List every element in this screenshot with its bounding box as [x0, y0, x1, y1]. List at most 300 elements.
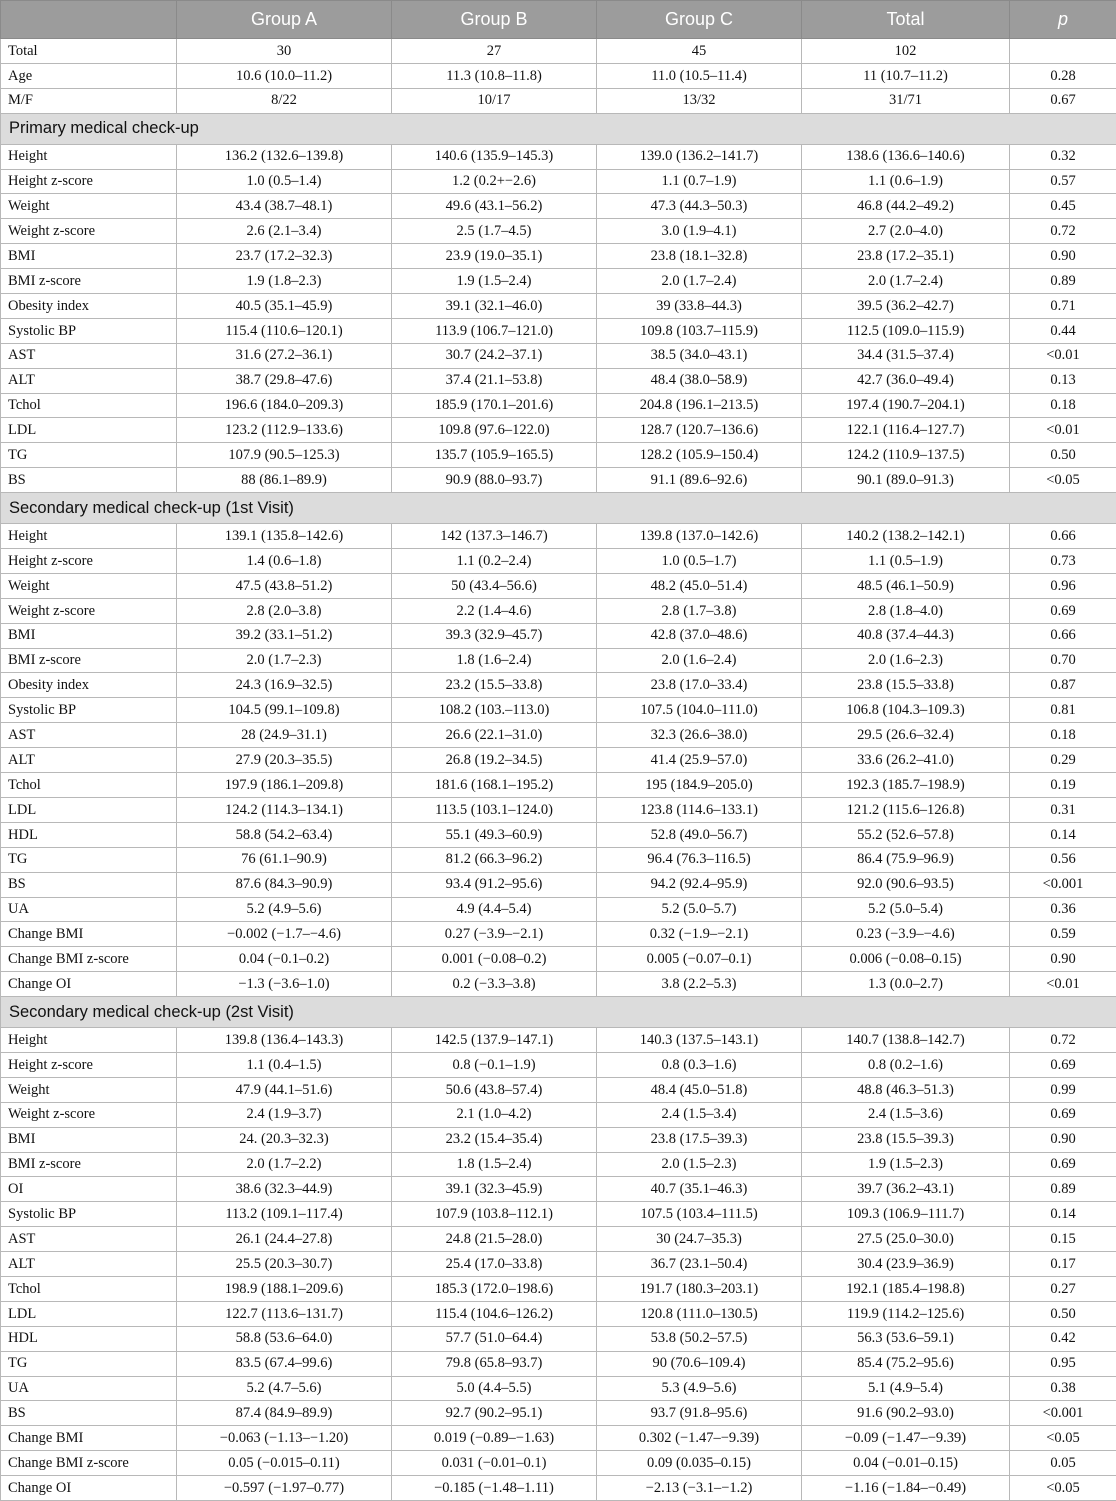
- row-label: Weight z-score: [1, 598, 177, 623]
- p-value: 0.05: [1010, 1451, 1116, 1476]
- total-value: 34.4 (31.5–37.4): [802, 343, 1010, 368]
- group-b-value: 23.9 (19.0–35.1): [392, 244, 597, 269]
- table-row: [1, 1426, 1116, 1451]
- group-c-value: 195 (184.9–205.0): [597, 773, 802, 798]
- header-total: Total: [802, 1, 1010, 39]
- row-label: HDL: [1, 1326, 177, 1351]
- total-value: 40.8 (37.4–44.3): [802, 623, 1010, 648]
- table-row: [1, 368, 1116, 393]
- table-row: [1, 144, 1116, 169]
- group-a-value: 87.4 (84.9–89.9): [177, 1401, 392, 1426]
- row-label: Height: [1, 524, 177, 549]
- group-b-value: 93.4 (91.2–95.6): [392, 872, 597, 897]
- group-b-value: 135.7 (105.9–165.5): [392, 443, 597, 468]
- row-label: BMI z-score: [1, 648, 177, 673]
- group-c-value: 2.8 (1.7–3.8): [597, 598, 802, 623]
- row-label: UA: [1, 897, 177, 922]
- group-c-value: 30 (24.7–35.3): [597, 1227, 802, 1252]
- p-value: 0.38: [1010, 1376, 1116, 1401]
- row-label: Tchol: [1, 393, 177, 418]
- total-value: 119.9 (114.2–125.6): [802, 1301, 1010, 1326]
- group-c-value: 41.4 (25.9–57.0): [597, 748, 802, 773]
- group-a-value: 139.1 (135.8–142.6): [177, 524, 392, 549]
- group-c-value: 36.7 (23.1–50.4): [597, 1252, 802, 1277]
- group-a-value: −1.3 (−3.6–1.0): [177, 972, 392, 997]
- group-c-value: 93.7 (91.8–95.6): [597, 1401, 802, 1426]
- total-value: 91.6 (90.2–93.0): [802, 1401, 1010, 1426]
- p-value: 0.15: [1010, 1227, 1116, 1252]
- group-b-value: 26.8 (19.2–34.5): [392, 748, 597, 773]
- table-row: [1, 723, 1116, 748]
- group-b-value: 115.4 (104.6–126.2): [392, 1301, 597, 1326]
- group-b-value: 0.8 (−0.1–1.9): [392, 1052, 597, 1077]
- row-label: TG: [1, 847, 177, 872]
- group-c-value: 47.3 (44.3–50.3): [597, 194, 802, 219]
- row-label: BS: [1, 468, 177, 493]
- group-b-value: 23.2 (15.4–35.4): [392, 1127, 597, 1152]
- group-a-value: 139.8 (136.4–143.3): [177, 1028, 392, 1053]
- p-value: 0.17: [1010, 1252, 1116, 1277]
- row-label: Change BMI: [1, 1426, 177, 1451]
- group-c-value: 128.2 (105.9–150.4): [597, 443, 802, 468]
- group-a-value: 2.6 (2.1–3.4): [177, 219, 392, 244]
- p-value: 0.72: [1010, 219, 1116, 244]
- total-value: 0.23 (−3.9–−4.6): [802, 922, 1010, 947]
- table-row: [1, 524, 1116, 549]
- row-label: ALT: [1, 1252, 177, 1277]
- p-value: 0.13: [1010, 368, 1116, 393]
- group-a-value: 122.7 (113.6–131.7): [177, 1301, 392, 1326]
- table-row: [1, 1127, 1116, 1152]
- total-value: −1.16 (−1.84–−0.49): [802, 1476, 1010, 1501]
- row-label: TG: [1, 1351, 177, 1376]
- table-row: [1, 343, 1116, 368]
- group-a-value: 198.9 (188.1–209.6): [177, 1276, 392, 1301]
- group-b-value: 142 (137.3–146.7): [392, 524, 597, 549]
- group-b-value: 50.6 (43.8–57.4): [392, 1077, 597, 1102]
- p-value: 0.69: [1010, 1052, 1116, 1077]
- group-a-value: 38.6 (32.3–44.9): [177, 1177, 392, 1202]
- group-a-value: 87.6 (84.3–90.9): [177, 872, 392, 897]
- group-b-value: 90.9 (88.0–93.7): [392, 468, 597, 493]
- row-label: Weight: [1, 1077, 177, 1102]
- table-row: [1, 673, 1116, 698]
- group-a-value: 113.2 (109.1–117.4): [177, 1202, 392, 1227]
- table-row: [1, 897, 1116, 922]
- group-a-value: 136.2 (132.6–139.8): [177, 144, 392, 169]
- total-value: 1.3 (0.0–2.7): [802, 972, 1010, 997]
- table-row: [1, 1401, 1116, 1426]
- group-c-value: −2.13 (−3.1–−1.2): [597, 1476, 802, 1501]
- group-c-value: 53.8 (50.2–57.5): [597, 1326, 802, 1351]
- group-a-value: 1.9 (1.8–2.3): [177, 269, 392, 294]
- group-c-value: 39 (33.8–44.3): [597, 294, 802, 319]
- section-title: Primary medical check-up: [1, 113, 1116, 144]
- total-value: 92.0 (90.6–93.5): [802, 872, 1010, 897]
- table-row: [1, 1351, 1116, 1376]
- group-c-value: 3.8 (2.2–5.3): [597, 972, 802, 997]
- group-a-value: 1.4 (0.6–1.8): [177, 549, 392, 574]
- group-a-value: 23.7 (17.2–32.3): [177, 244, 392, 269]
- p-value: 0.90: [1010, 1127, 1116, 1152]
- group-c-value: 2.0 (1.7–2.4): [597, 269, 802, 294]
- row-label: Weight: [1, 573, 177, 598]
- total-value: 2.0 (1.7–2.4): [802, 269, 1010, 294]
- group-b-value: 1.9 (1.5–2.4): [392, 269, 597, 294]
- group-a-value: 196.6 (184.0–209.3): [177, 393, 392, 418]
- group-c-value: 96.4 (76.3–116.5): [597, 847, 802, 872]
- group-c-value: 0.32 (−1.9–−2.1): [597, 922, 802, 947]
- total-value: 2.7 (2.0–4.0): [802, 219, 1010, 244]
- group-a-value: 38.7 (29.8–47.6): [177, 368, 392, 393]
- group-c-value: 32.3 (26.6–38.0): [597, 723, 802, 748]
- p-value: <0.001: [1010, 872, 1116, 897]
- group-c-value: 48.4 (45.0–51.8): [597, 1077, 802, 1102]
- section-header-row: [1, 493, 1116, 524]
- group-b-value: 5.0 (4.4–5.5): [392, 1376, 597, 1401]
- group-c-value: 0.005 (−0.07–0.1): [597, 947, 802, 972]
- p-value: <0.01: [1010, 343, 1116, 368]
- table-row: [1, 219, 1116, 244]
- group-b-value: 1.8 (1.6–2.4): [392, 648, 597, 673]
- group-b-value: 4.9 (4.4–5.4): [392, 897, 597, 922]
- group-b-value: 50 (43.4–56.6): [392, 573, 597, 598]
- group-a-value: 2.0 (1.7–2.2): [177, 1152, 392, 1177]
- total-value: 1.1 (0.6–1.9): [802, 169, 1010, 194]
- group-a-value: 47.9 (44.1–51.6): [177, 1077, 392, 1102]
- group-a-value: 43.4 (38.7–48.1): [177, 194, 392, 219]
- table-row: [1, 1227, 1116, 1252]
- total-value: 2.0 (1.6–2.3): [802, 648, 1010, 673]
- group-c-value: 2.4 (1.5–3.4): [597, 1102, 802, 1127]
- row-label: BMI: [1, 623, 177, 648]
- section-title: Secondary medical check-up (2st Visit): [1, 997, 1116, 1028]
- table-row: [1, 393, 1116, 418]
- row-label: Change BMI z-score: [1, 947, 177, 972]
- table-row: [1, 549, 1116, 574]
- table-row: [1, 269, 1116, 294]
- group-b-value: −0.185 (−1.48–1.11): [392, 1476, 597, 1501]
- table-row: [1, 1052, 1116, 1077]
- group-c-value: 5.2 (5.0–5.7): [597, 897, 802, 922]
- group-b-value: 37.4 (21.1–53.8): [392, 368, 597, 393]
- p-value: 0.56: [1010, 847, 1116, 872]
- p-value: <0.05: [1010, 1476, 1116, 1501]
- group-b-value: 10/17: [392, 88, 597, 113]
- total-value: 106.8 (104.3–109.3): [802, 698, 1010, 723]
- row-label: AST: [1, 723, 177, 748]
- group-a-value: 115.4 (110.6–120.1): [177, 318, 392, 343]
- p-value: 0.66: [1010, 524, 1116, 549]
- table-row: [1, 1476, 1116, 1501]
- row-label: Weight z-score: [1, 219, 177, 244]
- group-a-value: 197.9 (186.1–209.8): [177, 773, 392, 798]
- row-label: Change BMI z-score: [1, 1451, 177, 1476]
- total-value: 23.8 (17.2–35.1): [802, 244, 1010, 269]
- group-a-value: 28 (24.9–31.1): [177, 723, 392, 748]
- table-row: [1, 947, 1116, 972]
- total-value: 122.1 (116.4–127.7): [802, 418, 1010, 443]
- table-row: [1, 1202, 1116, 1227]
- header-group-a: Group A: [177, 1, 392, 39]
- group-c-value: 1.1 (0.7–1.9): [597, 169, 802, 194]
- table-row: [1, 1152, 1116, 1177]
- total-value: 124.2 (110.9–137.5): [802, 443, 1010, 468]
- total-value: 39.7 (36.2–43.1): [802, 1177, 1010, 1202]
- table-row: [1, 1028, 1116, 1053]
- section-title: Secondary medical check-up (1st Visit): [1, 493, 1116, 524]
- group-b-value: 2.5 (1.7–4.5): [392, 219, 597, 244]
- table-row: [1, 573, 1116, 598]
- table-body: [1, 39, 1116, 1501]
- p-value: 0.36: [1010, 897, 1116, 922]
- table-row: [1, 922, 1116, 947]
- row-label: BMI z-score: [1, 269, 177, 294]
- total-value: 11 (10.7–11.2): [802, 63, 1010, 88]
- group-c-value: 191.7 (180.3–203.1): [597, 1276, 802, 1301]
- row-label: Total: [1, 39, 177, 64]
- group-b-value: 113.5 (103.1–124.0): [392, 797, 597, 822]
- total-value: 102: [802, 39, 1010, 64]
- p-value: <0.05: [1010, 468, 1116, 493]
- total-value: 56.3 (53.6–59.1): [802, 1326, 1010, 1351]
- total-value: 48.8 (46.3–51.3): [802, 1077, 1010, 1102]
- group-b-value: 39.3 (32.9–45.7): [392, 623, 597, 648]
- group-a-value: 8/22: [177, 88, 392, 113]
- group-a-value: 10.6 (10.0–11.2): [177, 63, 392, 88]
- group-b-value: 142.5 (137.9–147.1): [392, 1028, 597, 1053]
- table-row: [1, 698, 1116, 723]
- table-row: [1, 39, 1116, 64]
- total-value: 0.8 (0.2–1.6): [802, 1052, 1010, 1077]
- group-b-value: 140.6 (135.9–145.3): [392, 144, 597, 169]
- total-value: 140.2 (138.2–142.1): [802, 524, 1010, 549]
- row-label: UA: [1, 1376, 177, 1401]
- row-label: ALT: [1, 368, 177, 393]
- p-value: 0.50: [1010, 1301, 1116, 1326]
- table-row: [1, 468, 1116, 493]
- total-value: 85.4 (75.2–95.6): [802, 1351, 1010, 1376]
- group-b-value: 0.019 (−0.89–−1.63): [392, 1426, 597, 1451]
- table-row: [1, 872, 1116, 897]
- group-c-value: 0.302 (−1.47–−9.39): [597, 1426, 802, 1451]
- total-value: 5.1 (4.9–5.4): [802, 1376, 1010, 1401]
- table-row: [1, 63, 1116, 88]
- row-label: BMI: [1, 1127, 177, 1152]
- row-label: BS: [1, 1401, 177, 1426]
- total-value: 0.006 (−0.08–0.15): [802, 947, 1010, 972]
- total-value: 5.2 (5.0–5.4): [802, 897, 1010, 922]
- table-row: [1, 88, 1116, 113]
- group-b-value: 0.001 (−0.08–0.2): [392, 947, 597, 972]
- p-value: <0.01: [1010, 418, 1116, 443]
- row-label: ALT: [1, 748, 177, 773]
- row-label: AST: [1, 1227, 177, 1252]
- group-b-value: 25.4 (17.0–33.8): [392, 1252, 597, 1277]
- p-value: 0.67: [1010, 88, 1116, 113]
- group-a-value: −0.002 (−1.7–−4.6): [177, 922, 392, 947]
- group-a-value: 58.8 (54.2–63.4): [177, 822, 392, 847]
- group-b-value: 39.1 (32.3–45.9): [392, 1177, 597, 1202]
- group-b-value: 2.2 (1.4–4.6): [392, 598, 597, 623]
- group-c-value: 109.8 (103.7–115.9): [597, 318, 802, 343]
- total-value: 1.1 (0.5–1.9): [802, 549, 1010, 574]
- group-a-value: −0.597 (−1.97–0.77): [177, 1476, 392, 1501]
- p-value: 0.18: [1010, 393, 1116, 418]
- p-value: 0.73: [1010, 549, 1116, 574]
- total-value: 192.3 (185.7–198.9): [802, 773, 1010, 798]
- group-c-value: 140.3 (137.5–143.1): [597, 1028, 802, 1053]
- group-a-value: 1.1 (0.4–1.5): [177, 1052, 392, 1077]
- p-value: 0.32: [1010, 144, 1116, 169]
- table-row: [1, 623, 1116, 648]
- row-label: Height z-score: [1, 549, 177, 574]
- total-value: 31/71: [802, 88, 1010, 113]
- p-value: 0.59: [1010, 922, 1116, 947]
- group-b-value: 185.3 (172.0–198.6): [392, 1276, 597, 1301]
- group-b-value: 30.7 (24.2–37.1): [392, 343, 597, 368]
- group-c-value: 123.8 (114.6–133.1): [597, 797, 802, 822]
- total-value: 140.7 (138.8–142.7): [802, 1028, 1010, 1053]
- row-label: LDL: [1, 1301, 177, 1326]
- group-b-value: 11.3 (10.8–11.8): [392, 63, 597, 88]
- group-c-value: 2.0 (1.6–2.4): [597, 648, 802, 673]
- row-label: Age: [1, 63, 177, 88]
- header-label-cell: [1, 1, 177, 39]
- group-a-value: 31.6 (27.2–36.1): [177, 343, 392, 368]
- p-value: 0.50: [1010, 443, 1116, 468]
- row-label: LDL: [1, 797, 177, 822]
- total-value: 2.8 (1.8–4.0): [802, 598, 1010, 623]
- p-value: 0.18: [1010, 723, 1116, 748]
- group-c-value: 52.8 (49.0–56.7): [597, 822, 802, 847]
- group-c-value: 1.0 (0.5–1.7): [597, 549, 802, 574]
- total-value: 197.4 (190.7–204.1): [802, 393, 1010, 418]
- group-a-value: 2.4 (1.9–3.7): [177, 1102, 392, 1127]
- row-label: Obesity index: [1, 294, 177, 319]
- header-row: [1, 1, 1116, 39]
- table-row: [1, 847, 1116, 872]
- group-a-value: 83.5 (67.4–99.6): [177, 1351, 392, 1376]
- total-value: 2.4 (1.5–3.6): [802, 1102, 1010, 1127]
- table-row: [1, 822, 1116, 847]
- row-label: Weight z-score: [1, 1102, 177, 1127]
- group-c-value: 40.7 (35.1–46.3): [597, 1177, 802, 1202]
- row-label: OI: [1, 1177, 177, 1202]
- group-a-value: 123.2 (112.9–133.6): [177, 418, 392, 443]
- p-value: 0.28: [1010, 63, 1116, 88]
- table-row: [1, 318, 1116, 343]
- table-row: [1, 1326, 1116, 1351]
- total-value: 86.4 (75.9–96.9): [802, 847, 1010, 872]
- section-header-row: [1, 113, 1116, 144]
- table-row: [1, 773, 1116, 798]
- group-a-value: 30: [177, 39, 392, 64]
- p-value: 0.57: [1010, 169, 1116, 194]
- p-value: 0.29: [1010, 748, 1116, 773]
- p-value: 0.99: [1010, 1077, 1116, 1102]
- p-value: 0.90: [1010, 244, 1116, 269]
- row-label: HDL: [1, 822, 177, 847]
- group-b-value: 2.1 (1.0–4.2): [392, 1102, 597, 1127]
- group-b-value: 57.7 (51.0–64.4): [392, 1326, 597, 1351]
- group-c-value: 0.8 (0.3–1.6): [597, 1052, 802, 1077]
- p-value: 0.66: [1010, 623, 1116, 648]
- row-label: Height: [1, 144, 177, 169]
- group-b-value: 1.1 (0.2–2.4): [392, 549, 597, 574]
- group-a-value: 5.2 (4.7–5.6): [177, 1376, 392, 1401]
- row-label: Systolic BP: [1, 1202, 177, 1227]
- table-row: [1, 1177, 1116, 1202]
- p-value: 0.27: [1010, 1276, 1116, 1301]
- row-label: AST: [1, 343, 177, 368]
- group-c-value: 0.09 (0.035–0.15): [597, 1451, 802, 1476]
- total-value: 23.8 (15.5–39.3): [802, 1127, 1010, 1152]
- total-value: 138.6 (136.6–140.6): [802, 144, 1010, 169]
- total-value: 29.5 (26.6–32.4): [802, 723, 1010, 748]
- group-b-value: 0.031 (−0.01–0.1): [392, 1451, 597, 1476]
- group-b-value: 108.2 (103.–113.0): [392, 698, 597, 723]
- p-value: 0.71: [1010, 294, 1116, 319]
- p-value: 0.44: [1010, 318, 1116, 343]
- group-c-value: 90 (70.6–109.4): [597, 1351, 802, 1376]
- row-label: Height: [1, 1028, 177, 1053]
- group-b-value: 107.9 (103.8–112.1): [392, 1202, 597, 1227]
- p-value: <0.01: [1010, 972, 1116, 997]
- p-value: 0.69: [1010, 1152, 1116, 1177]
- group-c-value: 128.7 (120.7–136.6): [597, 418, 802, 443]
- row-label: Weight: [1, 194, 177, 219]
- table-row: [1, 1301, 1116, 1326]
- group-b-value: 39.1 (32.1–46.0): [392, 294, 597, 319]
- group-a-value: 25.5 (20.3–30.7): [177, 1252, 392, 1277]
- group-c-value: 107.5 (103.4–111.5): [597, 1202, 802, 1227]
- row-label: Tchol: [1, 773, 177, 798]
- group-c-value: 48.2 (45.0–51.4): [597, 573, 802, 598]
- group-b-value: 109.8 (97.6–122.0): [392, 418, 597, 443]
- row-label: Obesity index: [1, 673, 177, 698]
- table-row: [1, 294, 1116, 319]
- header-group-b: Group B: [392, 1, 597, 39]
- p-value: 0.90: [1010, 947, 1116, 972]
- p-value: 0.81: [1010, 698, 1116, 723]
- group-a-value: 24. (20.3–32.3): [177, 1127, 392, 1152]
- group-a-value: 39.2 (33.1–51.2): [177, 623, 392, 648]
- total-value: 55.2 (52.6–57.8): [802, 822, 1010, 847]
- group-a-value: 124.2 (114.3–134.1): [177, 797, 392, 822]
- group-b-value: 0.27 (−3.9–−2.1): [392, 922, 597, 947]
- row-label: Change OI: [1, 1476, 177, 1501]
- table-row: [1, 443, 1116, 468]
- table-row: [1, 169, 1116, 194]
- group-a-value: 26.1 (24.4–27.8): [177, 1227, 392, 1252]
- group-c-value: 107.5 (104.0–111.0): [597, 698, 802, 723]
- p-value: 0.95: [1010, 1351, 1116, 1376]
- p-value: 0.45: [1010, 194, 1116, 219]
- group-b-value: 0.2 (−3.3–3.8): [392, 972, 597, 997]
- total-value: 39.5 (36.2–42.7): [802, 294, 1010, 319]
- p-value: 0.19: [1010, 773, 1116, 798]
- group-b-value: 79.8 (65.8–93.7): [392, 1351, 597, 1376]
- p-value: 0.96: [1010, 573, 1116, 598]
- group-b-value: 1.2 (0.2+−2.6): [392, 169, 597, 194]
- group-a-value: 58.8 (53.6–64.0): [177, 1326, 392, 1351]
- group-c-value: 38.5 (34.0–43.1): [597, 343, 802, 368]
- table-row: [1, 1252, 1116, 1277]
- group-c-value: 48.4 (38.0–58.9): [597, 368, 802, 393]
- group-a-value: 47.5 (43.8–51.2): [177, 573, 392, 598]
- section-header-row: [1, 997, 1116, 1028]
